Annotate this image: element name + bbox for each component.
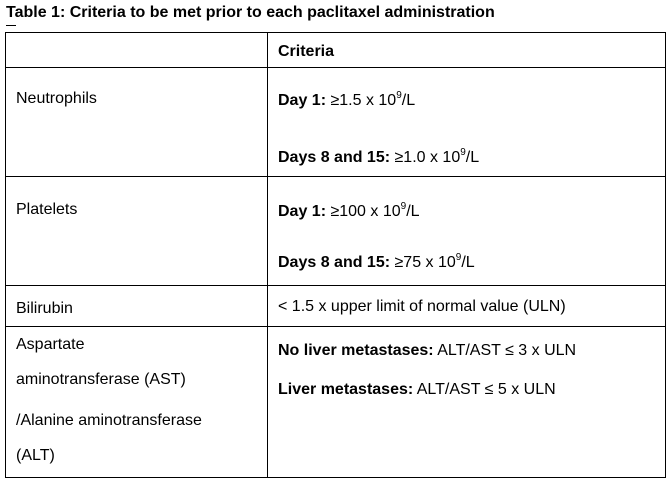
neutrophils-label: Neutrophils [16,90,97,107]
caption-underline [6,25,16,26]
platelets-label: Platelets [16,201,78,218]
platelets-day1: Day 1: ≥100 x $10^9/L$ [278,200,420,220]
criteria-table [5,32,666,478]
table-row [6,177,666,286]
table-caption: Table 1: Criteria to be met prior to each paclitaxel administration [6,4,495,21]
header-cell-criteria [268,33,666,68]
ast-label-line1: Aspartate [16,336,85,353]
alt-label-line3: /Alanine aminotransferase [16,412,202,429]
row-label-cell [6,68,268,177]
row-criteria-cell [268,68,666,177]
platelets-days8-15: Days 8 and 15: ≥75 x $10^9/L$ [278,251,475,271]
bilirubin-label: Bilirubin [16,300,73,317]
row-criteria-cell [268,327,666,478]
header-cell-blank [6,33,268,68]
no-liver-metastases-criteria: No liver metastases: ALT/AST ≤ 3 x ULN [278,342,577,359]
criteria-header: Criteria [278,43,335,60]
bilirubin-criteria: < 1.5 x upper limit of normal value (ULN) [278,298,566,315]
liver-metastases-criteria: Liver metastases: ALT/AST ≤ 5 x ULN [278,381,556,398]
row-criteria-cell [268,177,666,286]
row-label-cell [6,177,268,286]
table-row [6,286,666,327]
neutrophils-days8-15: Days 8 and 15: ≥1.0 x $10^9/L$ [278,146,480,166]
row-criteria-cell [268,286,666,327]
ast-label-line2: aminotransferase (AST) [16,371,186,388]
table-row [6,68,666,177]
alt-label-line4: (ALT) [16,447,55,464]
neutrophils-day1: Day 1: ≥1.5 x $10^9/L$ [278,89,416,109]
table-header-row [6,33,666,68]
row-label-cell [6,327,268,478]
row-label-cell [6,286,268,327]
table-row [6,327,666,478]
